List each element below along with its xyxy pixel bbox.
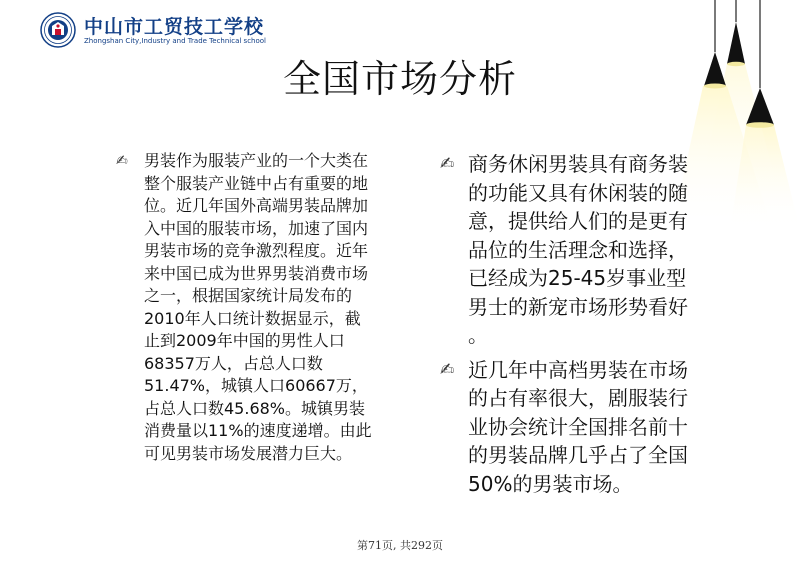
list-item — [440, 150, 730, 350]
right-text-column — [440, 150, 730, 504]
paragraph-text: 近几年中高档男装在市场 的占有率很大，剧服装行 业协会统计全国排名前十 的男装品牌几乎占了全国 50%的男装市场。 — [468, 357, 688, 496]
slide-title: 全国市场分析 — [282, 57, 517, 101]
paragraph-text: 商务休闲男装具有商务装 的功能又具有休闲装的随 意，提供给人们的是更有 品位的生活理念和选择， 已经成为25-45岁事业型 男士的新宠市场形势看好 。 — [468, 152, 688, 347]
list-item — [116, 150, 416, 465]
school-name-en: Zhongshan City,Industry and Trade Technical school — [84, 37, 266, 45]
school-header — [40, 10, 300, 52]
left-text-column — [116, 150, 416, 471]
school-logo-icon — [40, 12, 76, 48]
paragraph-text: 男装作为服装产业的一个大类在 整个服装产业链中占有重要的地 位。近几年国外高端男装品牌加 入中国的服装市场，加速了国内 男装市场的竞争激烈程度。近年 来中国已成为世界男装消费市场 之一，根据国家统计局发布的 2010年人口统计数据显示，截 止到2009年中国的男性人口 68357万人，占总人口数 51.47%，城镇人口60667万， 占总人口数45.68%。城镇男装 消费量以11%的速度递增。由此 可见男装市场发展潜力巨大。 — [144, 151, 372, 463]
pencil-bullet-icon: ✍ — [440, 359, 455, 380]
pencil-bullet-icon: ✍ — [440, 154, 455, 174]
page-number: 第71页, 共292页 — [357, 539, 443, 552]
list-item — [440, 356, 730, 499]
school-name-cn: 中山市工贸技工学校 — [84, 16, 265, 38]
pencil-bullet-icon: ✍ — [116, 153, 128, 169]
